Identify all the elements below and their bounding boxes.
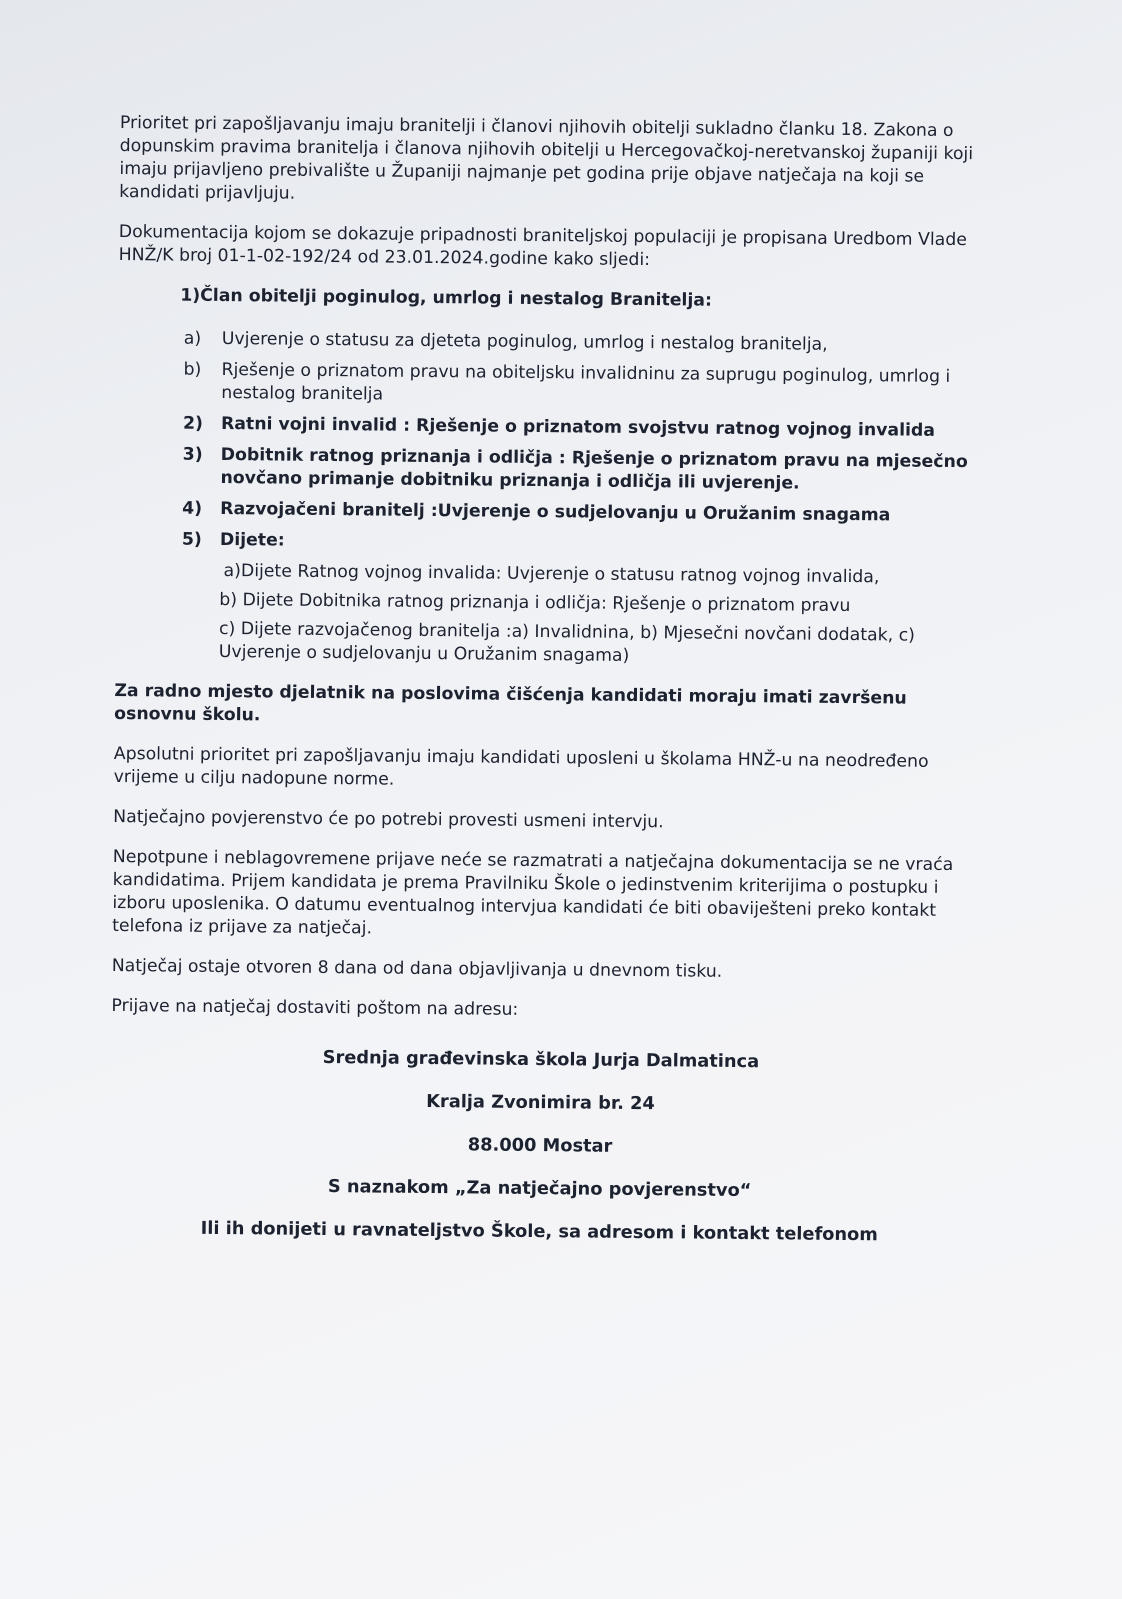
address-alt: Ili ih donijeti u ravnateljstvo Škole, sa adresom i kontakt telefonom xyxy=(200,1217,878,1246)
list-text: Dobitnik ratnog priznanja i odličja : Rješenje o priznatom pravu na mjesečno novčano primanje dobitniku priznanja i odličja ili uvjerenje. xyxy=(220,444,968,494)
list-item xyxy=(118,327,978,358)
list-marker: 5) xyxy=(181,529,202,550)
address-note: S naznakom „Za natječajno povjerenstvo“ xyxy=(327,1176,752,1202)
address-street: Kralja Zvonimira br. 24 xyxy=(426,1090,655,1115)
paragraph-submit: Prijave na natječaj dostaviti poštom na adresu: xyxy=(111,995,519,1020)
list-text: Rješenje o priznatom pravu na obiteljsku invalidninu za suprugu poginulog, umrlog i nestalog branitelja xyxy=(221,359,951,405)
list-item xyxy=(116,528,976,559)
document-page xyxy=(109,112,980,1267)
paragraph-absolute-priority: Apsolutni prioritet pri zapošljavanju imaju kandidati uposleni u školama HNŽ-u na neodređeno vrijeme u cilju nadopune norme. xyxy=(113,743,929,790)
address-city: 88.000 Mostar xyxy=(467,1134,613,1157)
address-school: Srednja građevinska škola Jurja Dalmatinca xyxy=(322,1046,760,1073)
list-item xyxy=(116,497,976,528)
paragraph-priority: Prioritet pri zapošljavanju imaju branitelji i članovi njihovih obitelji sukladno članku 18. Zakona o dopunskim pravima branitelja i članova njihovih obitelji u Hercegovačkoj-neretvanskoj županiji koji imaju prijavljeno prebivalište u Županiji najmanje pet godina prije objave natječaja na koji se kandidati prijavljuju. xyxy=(119,112,974,204)
list-item xyxy=(117,412,977,443)
list-text: Uvjerenje o statusu za djeteta poginulog, umrlog i nestalog branitelja, xyxy=(221,328,828,355)
list-marker: b) xyxy=(183,359,202,380)
paragraph-incomplete: Nepotpune i neblagovremene prijave neće se razmatrati a natječajna dokumentacija se ne vraća kandidatima. Prijem kandidata je prema Pravilniku Škole o jedinstvenim kriterijima o postupku i izboru uposlenika. O datumu eventualnog intervjua kandidati će biti obaviješteni preko kontakt telefona iz prijave za natječaj. xyxy=(112,846,954,939)
sub-item: c) Dijete razvojačenog branitelja :a) Invalidnina, b) Mjesečni novčani dodatak, c) Uvjerenje o sudjelovanju u Oružanim snagama) xyxy=(218,618,915,666)
list-item xyxy=(117,358,977,412)
sub-item: a)Dijete Ratnog vojnog invalida: Uvjerenje o statusu ratnog vojnog invalida, xyxy=(223,561,880,588)
list-text: Razvojačeni branitelj :Uvjerenje o sudjelovanju u Oružanim snagama xyxy=(220,498,891,526)
list-marker: a) xyxy=(183,328,202,349)
section-heading: 1)Član obitelji poginulog, umrlog i nestalog Branitelja: xyxy=(180,285,712,311)
list-marker: 3) xyxy=(182,444,203,465)
list-marker: 2) xyxy=(182,413,204,434)
paragraph-interview: Natječajno povjerenstvo će po potrebi provesti usmeni intervju. xyxy=(113,806,664,833)
paragraph-open-period: Natječaj ostaje otvoren 8 dana od dana objavljivanja u dnevnom tisku. xyxy=(111,955,723,982)
sub-item: b) Dijete Dobitnika ratnog priznanja i odličja: Rješenje o priznatom pravu xyxy=(219,589,851,617)
list-text: Dijete: xyxy=(219,529,285,551)
list-item xyxy=(116,443,976,497)
list-text: Ratni vojni invalid : Rješenje o priznatom svojstvu ratnog vojnog invalida xyxy=(220,413,936,441)
paragraph-documentation: Dokumentacija kojom se dokazuje pripadnosti braniteljskoj populaciji je propisana Uredbom Vlade HNŽ/K broj 01-1-02-192/24 od 23.01.2024.godine kako sljedi: xyxy=(118,221,967,271)
list-marker: 4) xyxy=(182,498,203,519)
requirement-text: Za radno mjesto djelatnik na poslovima čišćenja kandidati moraju imati završenu osnovnu školu. xyxy=(114,680,907,726)
